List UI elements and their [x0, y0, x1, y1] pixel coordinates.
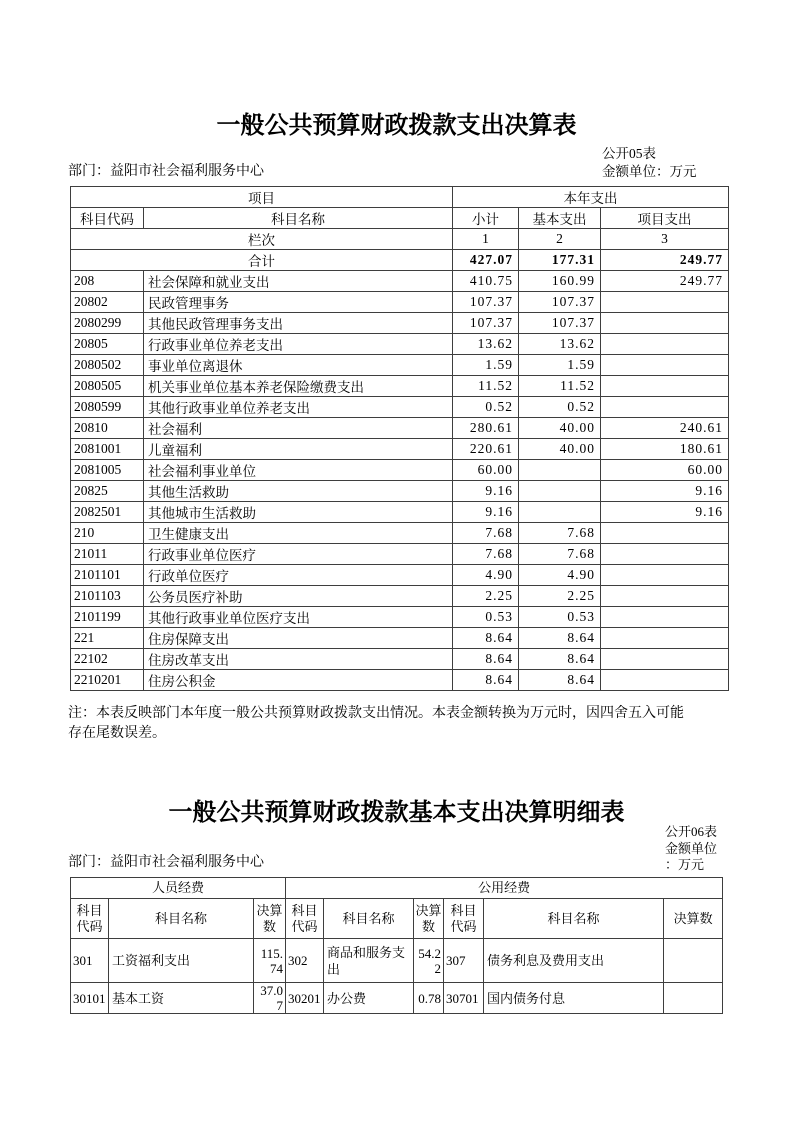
t1-project-cell: [601, 544, 729, 565]
table1-note: 注：本表反映部门本年度一般公共预算财政拨款支出情况。本表金额转换为万元时，因四舍五入可能存在尾数误差。: [68, 706, 684, 741]
t1-code-cell: 2080502: [71, 355, 144, 376]
t1-total-basic: 177.31: [519, 250, 601, 271]
t2-name-cell: 基本工资: [109, 983, 254, 1014]
t1-subtotal-cell: 7.68: [453, 523, 519, 544]
t1-header-year-group: 本年支出: [453, 187, 729, 208]
table1-row: [71, 544, 729, 565]
t1-header-name: 科目名称: [144, 208, 453, 229]
t1-code-cell: 2080599: [71, 397, 144, 418]
t1-lanci-label: 栏次: [71, 229, 453, 250]
t2-header-name-3: 科目名称: [484, 899, 664, 939]
t1-basic-cell: 13.62: [519, 334, 601, 355]
table1-header-row: [71, 208, 729, 229]
t2-code-cell: 307: [444, 939, 484, 983]
t1-code-cell: 208: [71, 271, 144, 292]
t1-basic-cell: 8.64: [519, 670, 601, 691]
table1-row: [71, 418, 729, 439]
t2-name-cell: 债务利息及费用支出: [484, 939, 664, 983]
t1-basic-cell: 4.90: [519, 565, 601, 586]
t1-name-cell: 其他生活救助: [144, 481, 453, 502]
t1-name-cell: 公务员医疗补助: [144, 586, 453, 607]
t1-project-cell: 9.16: [601, 502, 729, 523]
t1-subtotal-cell: 4.90: [453, 565, 519, 586]
t1-subtotal-cell: 1.59: [453, 355, 519, 376]
t1-code-cell: 2101103: [71, 586, 144, 607]
t2-header-name-2: 科目名称: [324, 899, 414, 939]
t2-header-code-1: 科目代码: [71, 899, 109, 939]
t1-project-cell: [601, 586, 729, 607]
t1-basic-cell: 0.53: [519, 607, 601, 628]
t1-header-subtotal: 小计: [453, 208, 519, 229]
t1-project-cell: 60.00: [601, 460, 729, 481]
t1-basic-cell: 2.25: [519, 586, 601, 607]
table1-row: [71, 292, 729, 313]
table2-unit-label-line2: ：万元: [665, 857, 705, 872]
t2-amount-cell: [664, 939, 723, 983]
table1-row: [71, 397, 729, 418]
t1-code-cell: 2210201: [71, 670, 144, 691]
t1-name-cell: 住房保障支出: [144, 628, 453, 649]
t1-project-cell: [601, 565, 729, 586]
t1-basic-cell: 11.52: [519, 376, 601, 397]
t1-subtotal-cell: 0.53: [453, 607, 519, 628]
t1-project-cell: [601, 376, 729, 397]
table2-department: 部门：益阳市社会福利服务中心: [68, 855, 264, 870]
t1-name-cell: 社会福利事业单位: [144, 460, 453, 481]
t1-basic-cell: [519, 481, 601, 502]
t2-code-cell: 30201: [286, 983, 324, 1014]
t1-code-cell: 2081005: [71, 460, 144, 481]
t1-basic-cell: 7.68: [519, 544, 601, 565]
t1-name-cell: 其他行政事业单位医疗支出: [144, 607, 453, 628]
table2-row: [71, 983, 723, 1014]
t1-name-cell: 机关事业单位基本养老保险缴费支出: [144, 376, 453, 397]
t2-name-cell: 办公费: [324, 983, 414, 1014]
t1-project-cell: [601, 292, 729, 313]
t1-name-cell: 住房公积金: [144, 670, 453, 691]
t1-code-cell: 20825: [71, 481, 144, 502]
t1-project-cell: [601, 649, 729, 670]
t1-total-project: 249.77: [601, 250, 729, 271]
table1-row: [71, 586, 729, 607]
t1-subtotal-cell: 13.62: [453, 334, 519, 355]
t2-header-code-2: 科目代码: [286, 899, 324, 939]
t1-subtotal-cell: 0.52: [453, 397, 519, 418]
table1-row: [71, 460, 729, 481]
table2-unit-label-line1: 金额单位: [665, 840, 718, 856]
t1-basic-cell: 40.00: [519, 439, 601, 460]
table1-row: [71, 376, 729, 397]
table1-row: [71, 355, 729, 376]
t1-subtotal-cell: 9.16: [453, 502, 519, 523]
t1-project-cell: 9.16: [601, 481, 729, 502]
t2-amount-cell: 115.74: [254, 939, 286, 983]
basic-expenditure-detail-table: [70, 877, 723, 1014]
t2-header-code-3: 科目代码: [444, 899, 484, 939]
t1-name-cell: 行政事业单位养老支出: [144, 334, 453, 355]
table1-unit-label: 金额单位：万元: [602, 164, 697, 179]
t1-subtotal-cell: 2.25: [453, 586, 519, 607]
t1-project-cell: [601, 670, 729, 691]
t1-project-cell: [601, 334, 729, 355]
t1-project-cell: [601, 355, 729, 376]
t1-subtotal-cell: 220.61: [453, 439, 519, 460]
t2-name-cell: 工资福利支出: [109, 939, 254, 983]
t2-header-public-group: 公用经费: [286, 878, 723, 899]
t1-name-cell: 卫生健康支出: [144, 523, 453, 544]
t2-header-amount-2: 决算数: [414, 899, 444, 939]
t1-name-cell: 儿童福利: [144, 439, 453, 460]
t2-amount-cell: 37.07: [254, 983, 286, 1014]
table1-row: [71, 628, 729, 649]
t1-subtotal-cell: 7.68: [453, 544, 519, 565]
t1-project-cell: 180.61: [601, 439, 729, 460]
t1-basic-cell: 0.52: [519, 397, 601, 418]
t1-code-cell: 210: [71, 523, 144, 544]
table1-row: [71, 607, 729, 628]
t1-project-cell: [601, 628, 729, 649]
t1-subtotal-cell: 9.16: [453, 481, 519, 502]
t1-subtotal-cell: 8.64: [453, 628, 519, 649]
t1-project-cell: [601, 607, 729, 628]
t1-name-cell: 社会福利: [144, 418, 453, 439]
t1-project-cell: 240.61: [601, 418, 729, 439]
t1-total-subtotal: 427.07: [453, 250, 519, 271]
table2-doc-label: 公开06表: [665, 824, 718, 839]
t1-code-cell: 20802: [71, 292, 144, 313]
table1-row: [71, 271, 729, 292]
table2-row: [71, 939, 723, 983]
t1-lanci-col2: 2: [519, 229, 601, 250]
t2-name-cell: 商品和服务支出: [324, 939, 414, 983]
t1-basic-cell: 8.64: [519, 628, 601, 649]
table1-row: [71, 313, 729, 334]
t1-basic-cell: 160.99: [519, 271, 601, 292]
table1-lanci-row: [71, 229, 729, 250]
t1-basic-cell: [519, 502, 601, 523]
t1-code-cell: 20810: [71, 418, 144, 439]
t1-header-project: 项目支出: [601, 208, 729, 229]
t1-code-cell: 221: [71, 628, 144, 649]
t1-subtotal-cell: 11.52: [453, 376, 519, 397]
t1-project-cell: [601, 313, 729, 334]
t1-lanci-col1: 1: [453, 229, 519, 250]
t1-header-code: 科目代码: [71, 208, 144, 229]
table1-total-row: [71, 250, 729, 271]
table1-title: 一般公共预算财政拨款支出决算表: [216, 113, 577, 139]
t1-name-cell: 行政事业单位医疗: [144, 544, 453, 565]
t2-amount-cell: [664, 983, 723, 1014]
table2-header-row: [71, 899, 723, 939]
t1-project-cell: 249.77: [601, 271, 729, 292]
table1-row: [71, 334, 729, 355]
t1-basic-cell: 107.37: [519, 313, 601, 334]
table1-row: [71, 649, 729, 670]
t1-code-cell: 21011: [71, 544, 144, 565]
table2-header-group-row: [71, 878, 723, 899]
t1-code-cell: 22102: [71, 649, 144, 670]
t1-code-cell: 2101199: [71, 607, 144, 628]
t2-header-personnel-group: 人员经费: [71, 878, 286, 899]
t1-basic-cell: 40.00: [519, 418, 601, 439]
t1-name-cell: 民政管理事务: [144, 292, 453, 313]
t1-subtotal-cell: 280.61: [453, 418, 519, 439]
table1-row: [71, 439, 729, 460]
t1-project-cell: [601, 397, 729, 418]
t1-code-cell: 2080505: [71, 376, 144, 397]
t1-header-basic: 基本支出: [519, 208, 601, 229]
t1-basic-cell: 1.59: [519, 355, 601, 376]
t2-header-amount-1: 决算数: [254, 899, 286, 939]
table1-row: [71, 565, 729, 586]
t1-name-cell: 其他行政事业单位养老支出: [144, 397, 453, 418]
t1-name-cell: 其他民政管理事务支出: [144, 313, 453, 334]
t2-code-cell: 30101: [71, 983, 109, 1014]
t1-code-cell: 2081001: [71, 439, 144, 460]
t1-code-cell: 20805: [71, 334, 144, 355]
table1-header-group-row: [71, 187, 729, 208]
t1-basic-cell: 107.37: [519, 292, 601, 313]
table1-row: [71, 670, 729, 691]
table1-row: [71, 502, 729, 523]
t2-header-amount-3: 决算数: [664, 899, 723, 939]
t1-lanci-col3: 3: [601, 229, 729, 250]
t2-code-cell: 301: [71, 939, 109, 983]
t1-subtotal-cell: 107.37: [453, 292, 519, 313]
table1-row: [71, 481, 729, 502]
t1-project-cell: [601, 523, 729, 544]
t1-subtotal-cell: 8.64: [453, 670, 519, 691]
table1-doc-label: 公开05表: [602, 146, 656, 161]
t2-amount-cell: 0.78: [414, 983, 444, 1014]
t1-code-cell: 2082501: [71, 502, 144, 523]
t1-name-cell: 住房改革支出: [144, 649, 453, 670]
t2-header-name-1: 科目名称: [109, 899, 254, 939]
t1-subtotal-cell: 8.64: [453, 649, 519, 670]
t1-subtotal-cell: 60.00: [453, 460, 519, 481]
t1-basic-cell: [519, 460, 601, 481]
table2-doc-label-block: [665, 824, 717, 874]
t1-header-project-group: 项目: [71, 187, 453, 208]
t1-subtotal-cell: 410.75: [453, 271, 519, 292]
t1-code-cell: 2080299: [71, 313, 144, 334]
expenditure-table: [70, 186, 729, 691]
table1-row: [71, 523, 729, 544]
t2-name-cell: 国内债务付息: [484, 983, 664, 1014]
t1-basic-cell: 7.68: [519, 523, 601, 544]
t1-basic-cell: 8.64: [519, 649, 601, 670]
t1-total-label: 合计: [71, 250, 453, 271]
t2-code-cell: 30701: [444, 983, 484, 1014]
t1-code-cell: 2101101: [71, 565, 144, 586]
t1-name-cell: 其他城市生活救助: [144, 502, 453, 523]
table1-department: 部门：益阳市社会福利服务中心: [68, 164, 264, 179]
t2-amount-cell: 54.22: [414, 939, 444, 983]
t1-subtotal-cell: 107.37: [453, 313, 519, 334]
t1-name-cell: 社会保障和就业支出: [144, 271, 453, 292]
table2-title: 一般公共预算财政拨款基本支出决算明细表: [168, 800, 625, 826]
t2-code-cell: 302: [286, 939, 324, 983]
t1-name-cell: 行政单位医疗: [144, 565, 453, 586]
t1-name-cell: 事业单位离退休: [144, 355, 453, 376]
